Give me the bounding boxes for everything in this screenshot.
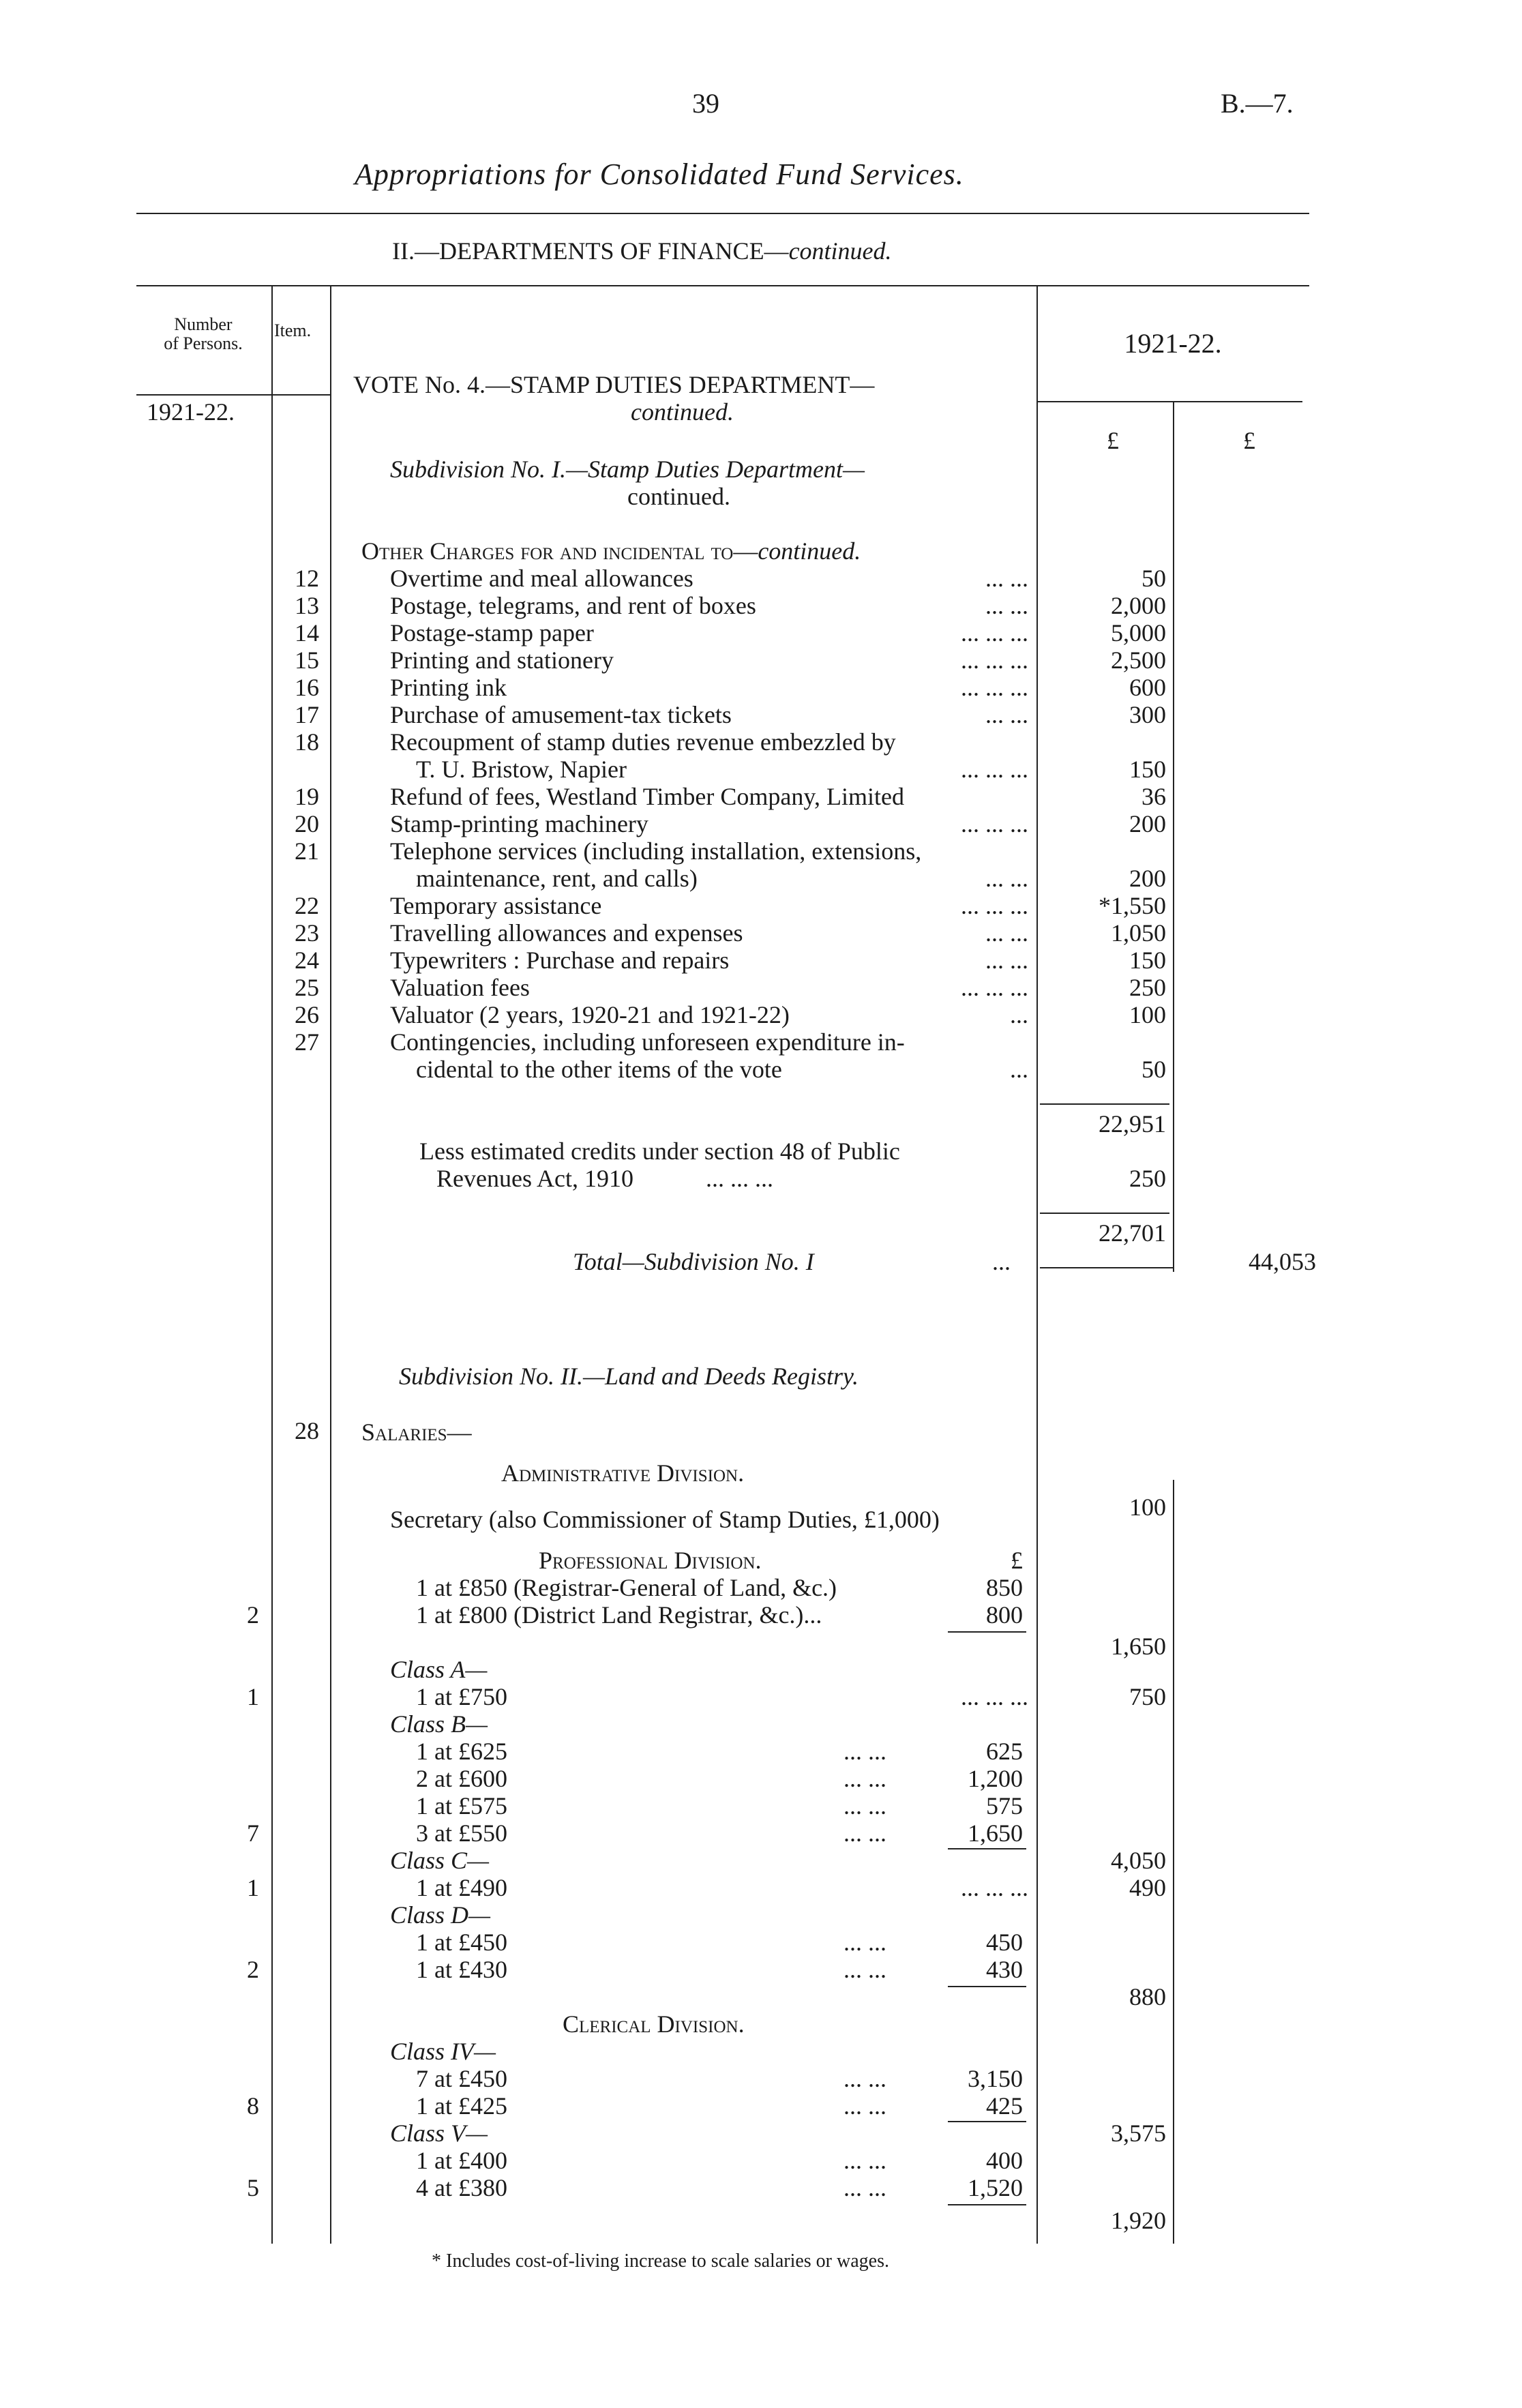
persons-count: 8 xyxy=(247,2092,259,2120)
subdivision-1-title: Subdivision No. I.—Stamp Duties Department— xyxy=(390,456,865,483)
less-credits-amount: 250 xyxy=(1129,1165,1166,1192)
document-reference: B.—7. xyxy=(1221,88,1294,119)
salary-row-text: 1 at £750 xyxy=(416,1683,507,1710)
persons-count: 7 xyxy=(247,1819,259,1847)
other-charges-continued: continued. xyxy=(758,537,861,565)
item-amount: 600 xyxy=(1129,674,1166,701)
item-number: 22 xyxy=(295,892,319,919)
item-amount: 250 xyxy=(1129,974,1166,1001)
table-top-rule xyxy=(136,285,1309,286)
item-dots: ... ... xyxy=(985,592,1028,619)
description-amount-divider xyxy=(1036,286,1038,2244)
item-description: T. U. Bristow, Napier xyxy=(416,756,627,783)
class-v-subtotal-rule xyxy=(948,2204,1026,2205)
footnote: * Includes cost-of-living increase to scale salaries or wages. xyxy=(432,2250,889,2272)
item-description: Stamp-printing machinery xyxy=(390,810,648,837)
item-description: Valuator (2 years, 1920-21 and 1921-22) xyxy=(390,1001,790,1028)
class-total-amount: 1,920 xyxy=(1111,2207,1166,2234)
item-column-header: Item. xyxy=(274,321,312,340)
class-total-amount: 880 xyxy=(1129,1983,1166,2010)
item-description: Overtime and meal allowances xyxy=(390,565,693,592)
class-total-amount: 3,575 xyxy=(1111,2120,1166,2147)
item-number: 21 xyxy=(295,837,319,865)
persons-count: 5 xyxy=(247,2174,259,2201)
item-number: 19 xyxy=(295,783,319,810)
professional-pound-sign: £ xyxy=(1011,1547,1023,1574)
salary-row-dots: ... ... xyxy=(844,2174,886,2201)
item-description: maintenance, rent, and calls) xyxy=(416,865,698,892)
item-amount: 2,500 xyxy=(1111,646,1166,674)
item-dots: ... ... ... xyxy=(961,646,1028,674)
item-amount: 200 xyxy=(1129,865,1166,892)
persons-header-line-2: of Persons. xyxy=(164,333,243,353)
salary-row-inner-amount: 3,150 xyxy=(968,2065,1023,2092)
item-description: Recoupment of stamp duties revenue embezzled by xyxy=(390,728,896,756)
class-heading: Class V— xyxy=(390,2120,488,2147)
salary-row-inner-amount: 1,200 xyxy=(968,1765,1023,1792)
item-description: Contingencies, including unforeseen expenditure in- xyxy=(390,1028,905,1056)
item-amount: 36 xyxy=(1142,783,1166,810)
total-subdivision-1-dots: ... xyxy=(992,1248,1011,1275)
salaries-heading: Salaries— xyxy=(361,1418,472,1446)
salary-row-dots: ... ... xyxy=(844,2092,886,2120)
item-amount: 200 xyxy=(1129,810,1166,837)
item-amount: 150 xyxy=(1129,947,1166,974)
item-dots: ... ... xyxy=(985,865,1028,892)
salary-row-text: 4 at £380 xyxy=(416,2174,507,2201)
less-credits-dots: ... ... ... xyxy=(706,1165,773,1192)
item-dots: ... xyxy=(1010,1056,1028,1083)
salary-row-dots: ... ... xyxy=(844,2147,886,2174)
subdivision-2-title: Subdivision No. II.—Land and Deeds Registry. xyxy=(399,1363,859,1390)
section-heading-main: II.—DEPARTMENTS OF FINANCE— xyxy=(392,237,789,265)
salary-row-text: 1 at £430 xyxy=(416,1956,507,1983)
item-amount: 5,000 xyxy=(1111,619,1166,646)
item-description: Telephone services (including installation, extensions, xyxy=(390,837,922,865)
total-subdivision-1-amount: 44,053 xyxy=(1249,1248,1316,1275)
less-credits-line-2 xyxy=(436,1165,773,1192)
class-heading: Class B— xyxy=(390,1710,488,1738)
item-dots: ... ... ... xyxy=(961,756,1028,783)
salary-row-inner-amount: 430 xyxy=(986,1956,1023,1983)
item-description: cidental to the other items of the vote xyxy=(416,1056,782,1083)
salary-row-text: 2 at £600 xyxy=(416,1765,507,1792)
item-number: 27 xyxy=(295,1028,319,1056)
item-dots: ... xyxy=(1010,1001,1028,1028)
item-description: Travelling allowances and expenses xyxy=(390,919,743,947)
class-total-amount: 4,050 xyxy=(1111,1847,1166,1874)
item-number: 13 xyxy=(295,592,319,619)
subtotal-rule xyxy=(1040,1103,1169,1105)
salary-row-text: 1 at £450 xyxy=(416,1929,507,1956)
item-description: Printing and stationery xyxy=(390,646,614,674)
item-dots: ... ... xyxy=(985,947,1028,974)
persons-count: 1 xyxy=(247,1874,259,1901)
item-number: 23 xyxy=(295,919,319,947)
salary-row-inner-amount: 800 xyxy=(986,1601,1023,1629)
class-heading: Class C— xyxy=(390,1847,490,1874)
subtotal-amount: 22,951 xyxy=(1099,1110,1166,1138)
year-header-rule xyxy=(1036,401,1302,402)
total-rule xyxy=(1040,1267,1173,1268)
item-dots: ... ... ... xyxy=(961,810,1028,837)
class-total-amount: 750 xyxy=(1129,1683,1166,1710)
net-rule xyxy=(1040,1213,1169,1214)
item-amount: *1,550 xyxy=(1099,892,1166,919)
persons-count: 2 xyxy=(247,1956,259,1983)
item-amount: 100 xyxy=(1129,1001,1166,1028)
net-amount: 22,701 xyxy=(1099,1219,1166,1247)
salary-row-text: 1 at £800 (District Land Registrar, &c.)... xyxy=(416,1601,822,1629)
item-dots: ... ... ... xyxy=(961,974,1028,1001)
section-heading xyxy=(392,237,892,265)
salary-row-text: 1 at £490 xyxy=(416,1874,507,1901)
header-rule xyxy=(136,213,1309,214)
item-dots: ... ... xyxy=(985,565,1028,592)
salary-row-inner-amount: 450 xyxy=(986,1929,1023,1956)
salary-row-text: 7 at £450 xyxy=(416,2065,507,2092)
item-description: Typewriters : Purchase and repairs xyxy=(390,947,730,974)
item-description: Refund of fees, Westland Timber Company, Limited xyxy=(390,783,905,810)
salary-row-dots: ... ... xyxy=(844,1765,886,1792)
subdivision-1-continued: continued. xyxy=(627,483,730,510)
item-description: Valuation fees xyxy=(390,974,530,1001)
vote-title: VOTE No. 4.—STAMP DUTIES DEPARTMENT— xyxy=(353,371,875,398)
page-number: 39 xyxy=(692,88,719,119)
salary-row-text: 1 at £575 xyxy=(416,1792,507,1819)
persons-column-header xyxy=(136,315,270,353)
secretary-line: Secretary (also Commissioner of Stamp Duties, £1,000) xyxy=(390,1506,940,1533)
item-description: Purchase of amusement-tax tickets xyxy=(390,701,732,728)
item-amount: 2,000 xyxy=(1111,592,1166,619)
salary-row-inner-amount: 575 xyxy=(986,1792,1023,1819)
persons-year: 1921-22. xyxy=(147,398,235,426)
salary-row-dots: ... ... xyxy=(844,1956,886,1983)
salary-row-text: 1 at £425 xyxy=(416,2092,507,2120)
persons-header-line-1: Number xyxy=(174,314,233,334)
administrative-division-heading: Administrative Division. xyxy=(501,1459,745,1487)
less-credits-line-1: Less estimated credits under section 48 of Public xyxy=(419,1138,900,1165)
salary-row-inner-amount: 1,520 xyxy=(968,2174,1023,2201)
item-number: 24 xyxy=(295,947,319,974)
salary-row-text: 1 at £850 (Registrar-General of Land, &c.) xyxy=(416,1574,837,1601)
salary-row-text: 1 at £625 xyxy=(416,1738,507,1765)
section-heading-continued: continued. xyxy=(788,237,892,265)
salary-row-inner-amount: 850 xyxy=(986,1574,1023,1601)
item-number-28: 28 xyxy=(295,1417,319,1444)
pound-sign-outer: £ xyxy=(1243,427,1255,454)
item-dots: ... ... ... xyxy=(961,892,1028,919)
item-description-divider xyxy=(330,286,331,2244)
class-heading: Class A— xyxy=(390,1656,488,1683)
item-amount: 1,050 xyxy=(1111,919,1166,947)
salary-row-dots: ... ... xyxy=(844,1792,886,1819)
persons-count: 1 xyxy=(247,1683,259,1710)
salary-row-text: 3 at £550 xyxy=(416,1819,507,1847)
item-number: 26 xyxy=(295,1001,319,1028)
professional-subtotal-rule xyxy=(948,1631,1026,1633)
item-number: 15 xyxy=(295,646,319,674)
pound-sign-inner: £ xyxy=(1107,427,1119,454)
item-dots: ... ... ... xyxy=(961,674,1028,701)
item-number: 20 xyxy=(295,810,319,837)
item-number: 12 xyxy=(295,565,319,592)
salary-row-inner-amount: 1,650 xyxy=(968,1819,1023,1847)
salary-row-dots: ... ... xyxy=(844,1819,886,1847)
class-iv-subtotal-rule xyxy=(948,2121,1026,2122)
class-heading: Class IV— xyxy=(390,2038,496,2065)
secretary-amount: 100 xyxy=(1129,1493,1166,1521)
item-description: Postage, telegrams, and rent of boxes xyxy=(390,592,756,619)
salary-row-inner-amount: 625 xyxy=(986,1738,1023,1765)
class-heading: Class D— xyxy=(390,1901,491,1929)
class-total-amount: 490 xyxy=(1129,1874,1166,1901)
item-amount: 50 xyxy=(1142,565,1166,592)
class-b-subtotal-rule xyxy=(948,1848,1026,1849)
vote-title-continued: continued. xyxy=(631,398,734,426)
item-number: 16 xyxy=(295,674,319,701)
salary-row-inner-amount: 425 xyxy=(986,2092,1023,2120)
item-number: 17 xyxy=(295,701,319,728)
item-amount: 150 xyxy=(1129,756,1166,783)
item-number: 14 xyxy=(295,619,319,646)
amount-column-divider-upper xyxy=(1173,402,1174,1272)
professional-division-heading: Professional Division. xyxy=(539,1547,762,1574)
item-dots: ... ... xyxy=(985,919,1028,947)
total-subdivision-1-label: Total—Subdivision No. I xyxy=(573,1248,814,1275)
item-amount: 300 xyxy=(1129,701,1166,728)
salary-row-inner-amount: 400 xyxy=(986,2147,1023,2174)
salary-row-dots: ... ... ... xyxy=(961,1683,1028,1710)
page-title: Appropriations for Consolidated Fund Services. xyxy=(355,158,964,191)
persons-header-rule xyxy=(136,394,331,396)
clerical-division-heading: Clerical Division. xyxy=(563,2010,745,2038)
salary-row-text: 1 at £400 xyxy=(416,2147,507,2174)
other-charges-heading xyxy=(361,537,861,565)
less-credits-text: Revenues Act, 1910 xyxy=(436,1165,633,1192)
salary-row-dots: ... ... xyxy=(844,2065,886,2092)
class-d-subtotal-rule xyxy=(948,1986,1026,1987)
salary-row-dots: ... ... xyxy=(844,1738,886,1765)
item-description: Printing ink xyxy=(390,674,507,701)
amount-column-year: 1921-22. xyxy=(1124,328,1222,359)
item-number: 18 xyxy=(295,728,319,756)
salary-row-dots: ... ... xyxy=(844,1929,886,1956)
other-charges-label: Other Charges for and incidental to— xyxy=(361,537,758,565)
class-total-amount: 1,650 xyxy=(1111,1633,1166,1660)
amount-column-divider-lower xyxy=(1173,1480,1174,2244)
item-dots: ... ... ... xyxy=(961,619,1028,646)
item-dots: ... ... xyxy=(985,701,1028,728)
persons-count: 2 xyxy=(247,1601,259,1629)
item-description: Postage-stamp paper xyxy=(390,619,594,646)
item-amount: 50 xyxy=(1142,1056,1166,1083)
item-description: Temporary assistance xyxy=(390,892,602,919)
item-number: 25 xyxy=(295,974,319,1001)
salary-row-dots: ... ... ... xyxy=(961,1874,1028,1901)
